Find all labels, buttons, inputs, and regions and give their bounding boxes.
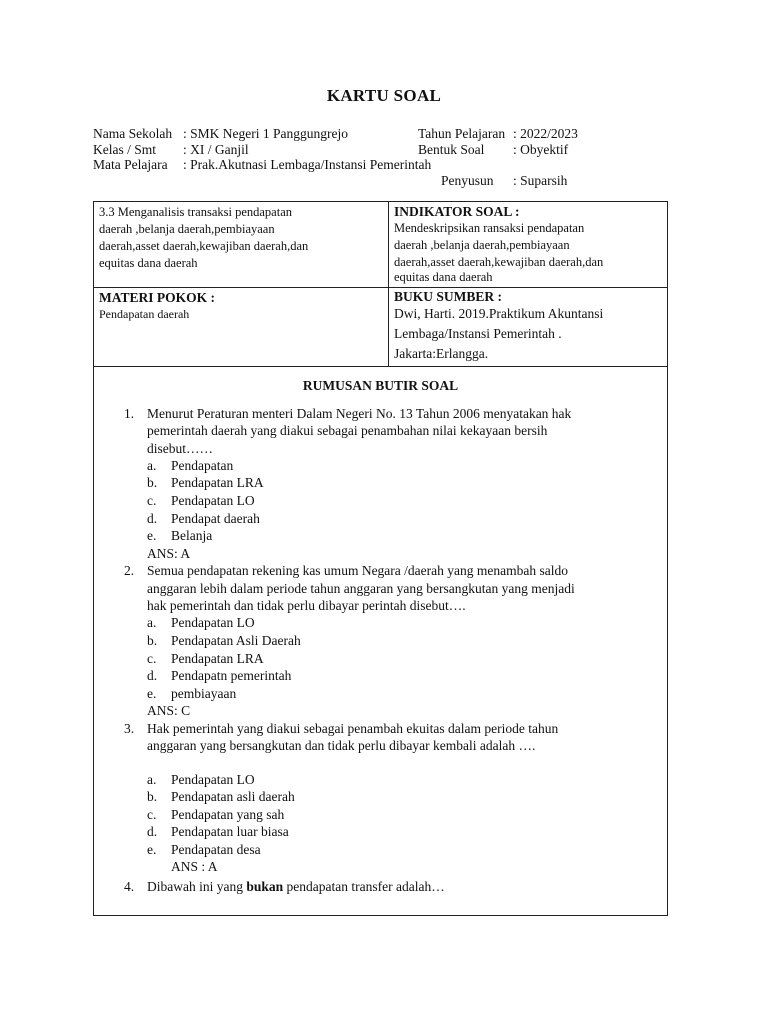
option-text: Pendapatan desa (171, 841, 261, 857)
buku-line: Lembaga/Instansi Pemerintah . (394, 326, 562, 341)
indikator-cell (389, 202, 668, 288)
kartu-soal-table (93, 201, 668, 916)
materi-heading: MATERI POKOK : (99, 290, 215, 305)
question-line: disebut…… (147, 440, 213, 456)
option-item (147, 841, 667, 859)
option-item (147, 474, 667, 492)
option-text: Pendapatan asli daerah (171, 789, 295, 805)
page-title: KARTU SOAL (326, 86, 442, 105)
option-text: Pendapatan (171, 457, 234, 473)
question-text: Dibawah ini yang (147, 879, 247, 895)
option-item (147, 771, 667, 789)
question-line: Menurut Peraturan menteri Dalam Negeri No. 13 Tahun 2006 menyatakan hak (147, 406, 572, 421)
indikator-line: Mendeskripsikan ransaksi pendapatan (394, 221, 585, 235)
option-letter: a. (147, 615, 157, 631)
mapel-label: Mata Pelajara (93, 157, 168, 172)
option-letter: c. (147, 806, 157, 822)
option-text: Pendapatan Asli Daerah (171, 632, 301, 648)
option-text: Pendapatan LO (171, 493, 255, 509)
option-item (147, 457, 667, 475)
option-letter: a. (147, 457, 157, 473)
question-number: 2. (124, 563, 135, 579)
indikator-line: daerah ,belanja daerah,pembiayaan (394, 238, 570, 252)
option-letter: e. (147, 841, 157, 857)
kelas-value: : XI / Ganjil (183, 142, 249, 157)
answer-key: ANS : A (171, 859, 218, 875)
option-item (147, 492, 667, 510)
kd-line: 3.3 Menganalisis transaksi pendapatan (99, 205, 293, 219)
indikator-heading: INDIKATOR SOAL : (394, 204, 520, 219)
kd-line: daerah,asset daerah,kewajiban daerah,dan (99, 239, 309, 253)
question-line: Semua pendapatan rekening kas umum Negara /daerah yang menambah saldo (147, 563, 568, 579)
materi-pokok-cell (94, 288, 389, 367)
option-text: Pendapatan luar biasa (171, 824, 289, 840)
question-number: 1. (124, 406, 135, 421)
tahun-label: Tahun Pelajaran (418, 126, 506, 141)
question-line: anggaran lebih dalam periode tahun anggaran yang bersangkutan yang menjadi (147, 580, 575, 596)
tahun-value: : 2022/2023 (513, 126, 578, 141)
option-text: pembiayaan (171, 685, 237, 701)
option-item (147, 527, 667, 545)
answer-key: ANS: C (147, 703, 191, 719)
option-letter: d. (147, 668, 158, 684)
answer-key: ANS: A (147, 545, 191, 561)
option-letter: a. (147, 771, 157, 787)
question-line: Hak pemerintah yang diakui sebagai penambah ekuitas dalam periode tahun (147, 720, 559, 736)
mapel-value: : Prak.Akutnasi Lembaga/Instansi Pemerintah (183, 157, 432, 172)
option-letter: b. (147, 789, 158, 805)
question-number: 4. (124, 879, 135, 895)
option-item (147, 788, 667, 806)
option-item (147, 614, 667, 632)
materi-value: Pendapatan daerah (99, 307, 190, 321)
option-text: Pendapat daerah (171, 510, 260, 526)
kd-line: equitas dana daerah (99, 256, 198, 270)
option-text: Pendapatan yang sah (171, 806, 285, 822)
option-letter: d. (147, 824, 158, 840)
buku-line: Jakarta:Erlangga. (394, 346, 489, 361)
rumusan-heading: RUMUSAN BUTIR SOAL (302, 378, 459, 393)
option-letter: c. (147, 650, 157, 666)
option-letter: e. (147, 528, 157, 544)
question-line: hak pemerintah dan tidak perlu dibayar perintah disebut…. (147, 598, 466, 614)
option-letter: e. (147, 685, 157, 701)
kelas-label: Kelas / Smt (93, 142, 156, 157)
question-2 (94, 562, 667, 614)
buku-sumber-cell (389, 288, 668, 367)
option-item (147, 632, 667, 650)
question-line: anggaran yang bersangkutan dan tidak perlu dibayar kembali adalah …. (147, 738, 536, 754)
buku-line: Dwi, Harti. 2019.Praktikum Akuntansi (394, 306, 604, 321)
question-text: pendapatan transfer adalah… (283, 879, 445, 895)
bentuk-label: Bentuk Soal (418, 142, 485, 157)
option-letter: b. (147, 632, 158, 648)
kompetensi-dasar-cell (94, 202, 389, 288)
nama-sekolah-value: : SMK Negeri 1 Panggungrejo (183, 126, 348, 141)
option-item (147, 667, 667, 685)
penyusun-value: : Suparsih (513, 173, 568, 188)
question-1 (94, 405, 667, 457)
question-3 (94, 720, 667, 755)
question-4 (94, 878, 667, 895)
option-item (147, 685, 667, 703)
option-letter: b. (147, 475, 158, 491)
nama-sekolah-label: Nama Sekolah (93, 126, 173, 141)
question-number: 3. (124, 720, 135, 736)
option-letter: c. (147, 493, 157, 509)
indikator-line: daerah,asset daerah,kewajiban daerah,dan (394, 255, 604, 269)
buku-heading: BUKU SUMBER : (394, 289, 503, 304)
question-line: pemerintah daerah yang diakui sebagai penambahan nilai kekayaan bersih (147, 423, 548, 439)
rumusan-cell (94, 367, 668, 916)
option-letter: d. (147, 510, 158, 526)
penyusun-label: Penyusun (441, 173, 494, 188)
indikator-line: equitas dana daerah (394, 270, 493, 284)
option-item (147, 510, 667, 528)
option-text: Pendapatan LO (171, 771, 255, 787)
question-keyword: bukan (246, 879, 284, 895)
option-text: Pendapatan LO (171, 615, 255, 631)
option-text: Pendapatn pemerintah (171, 668, 292, 684)
option-text: Belanja (171, 528, 213, 544)
option-item (147, 650, 667, 668)
kd-line: daerah ,belanja daerah,pembiayaan (99, 222, 275, 236)
option-item (147, 823, 667, 841)
option-item (147, 806, 667, 824)
bentuk-value: : Obyektif (513, 142, 569, 157)
option-text: Pendapatan LRA (171, 650, 264, 666)
option-text: Pendapatan LRA (171, 475, 264, 491)
